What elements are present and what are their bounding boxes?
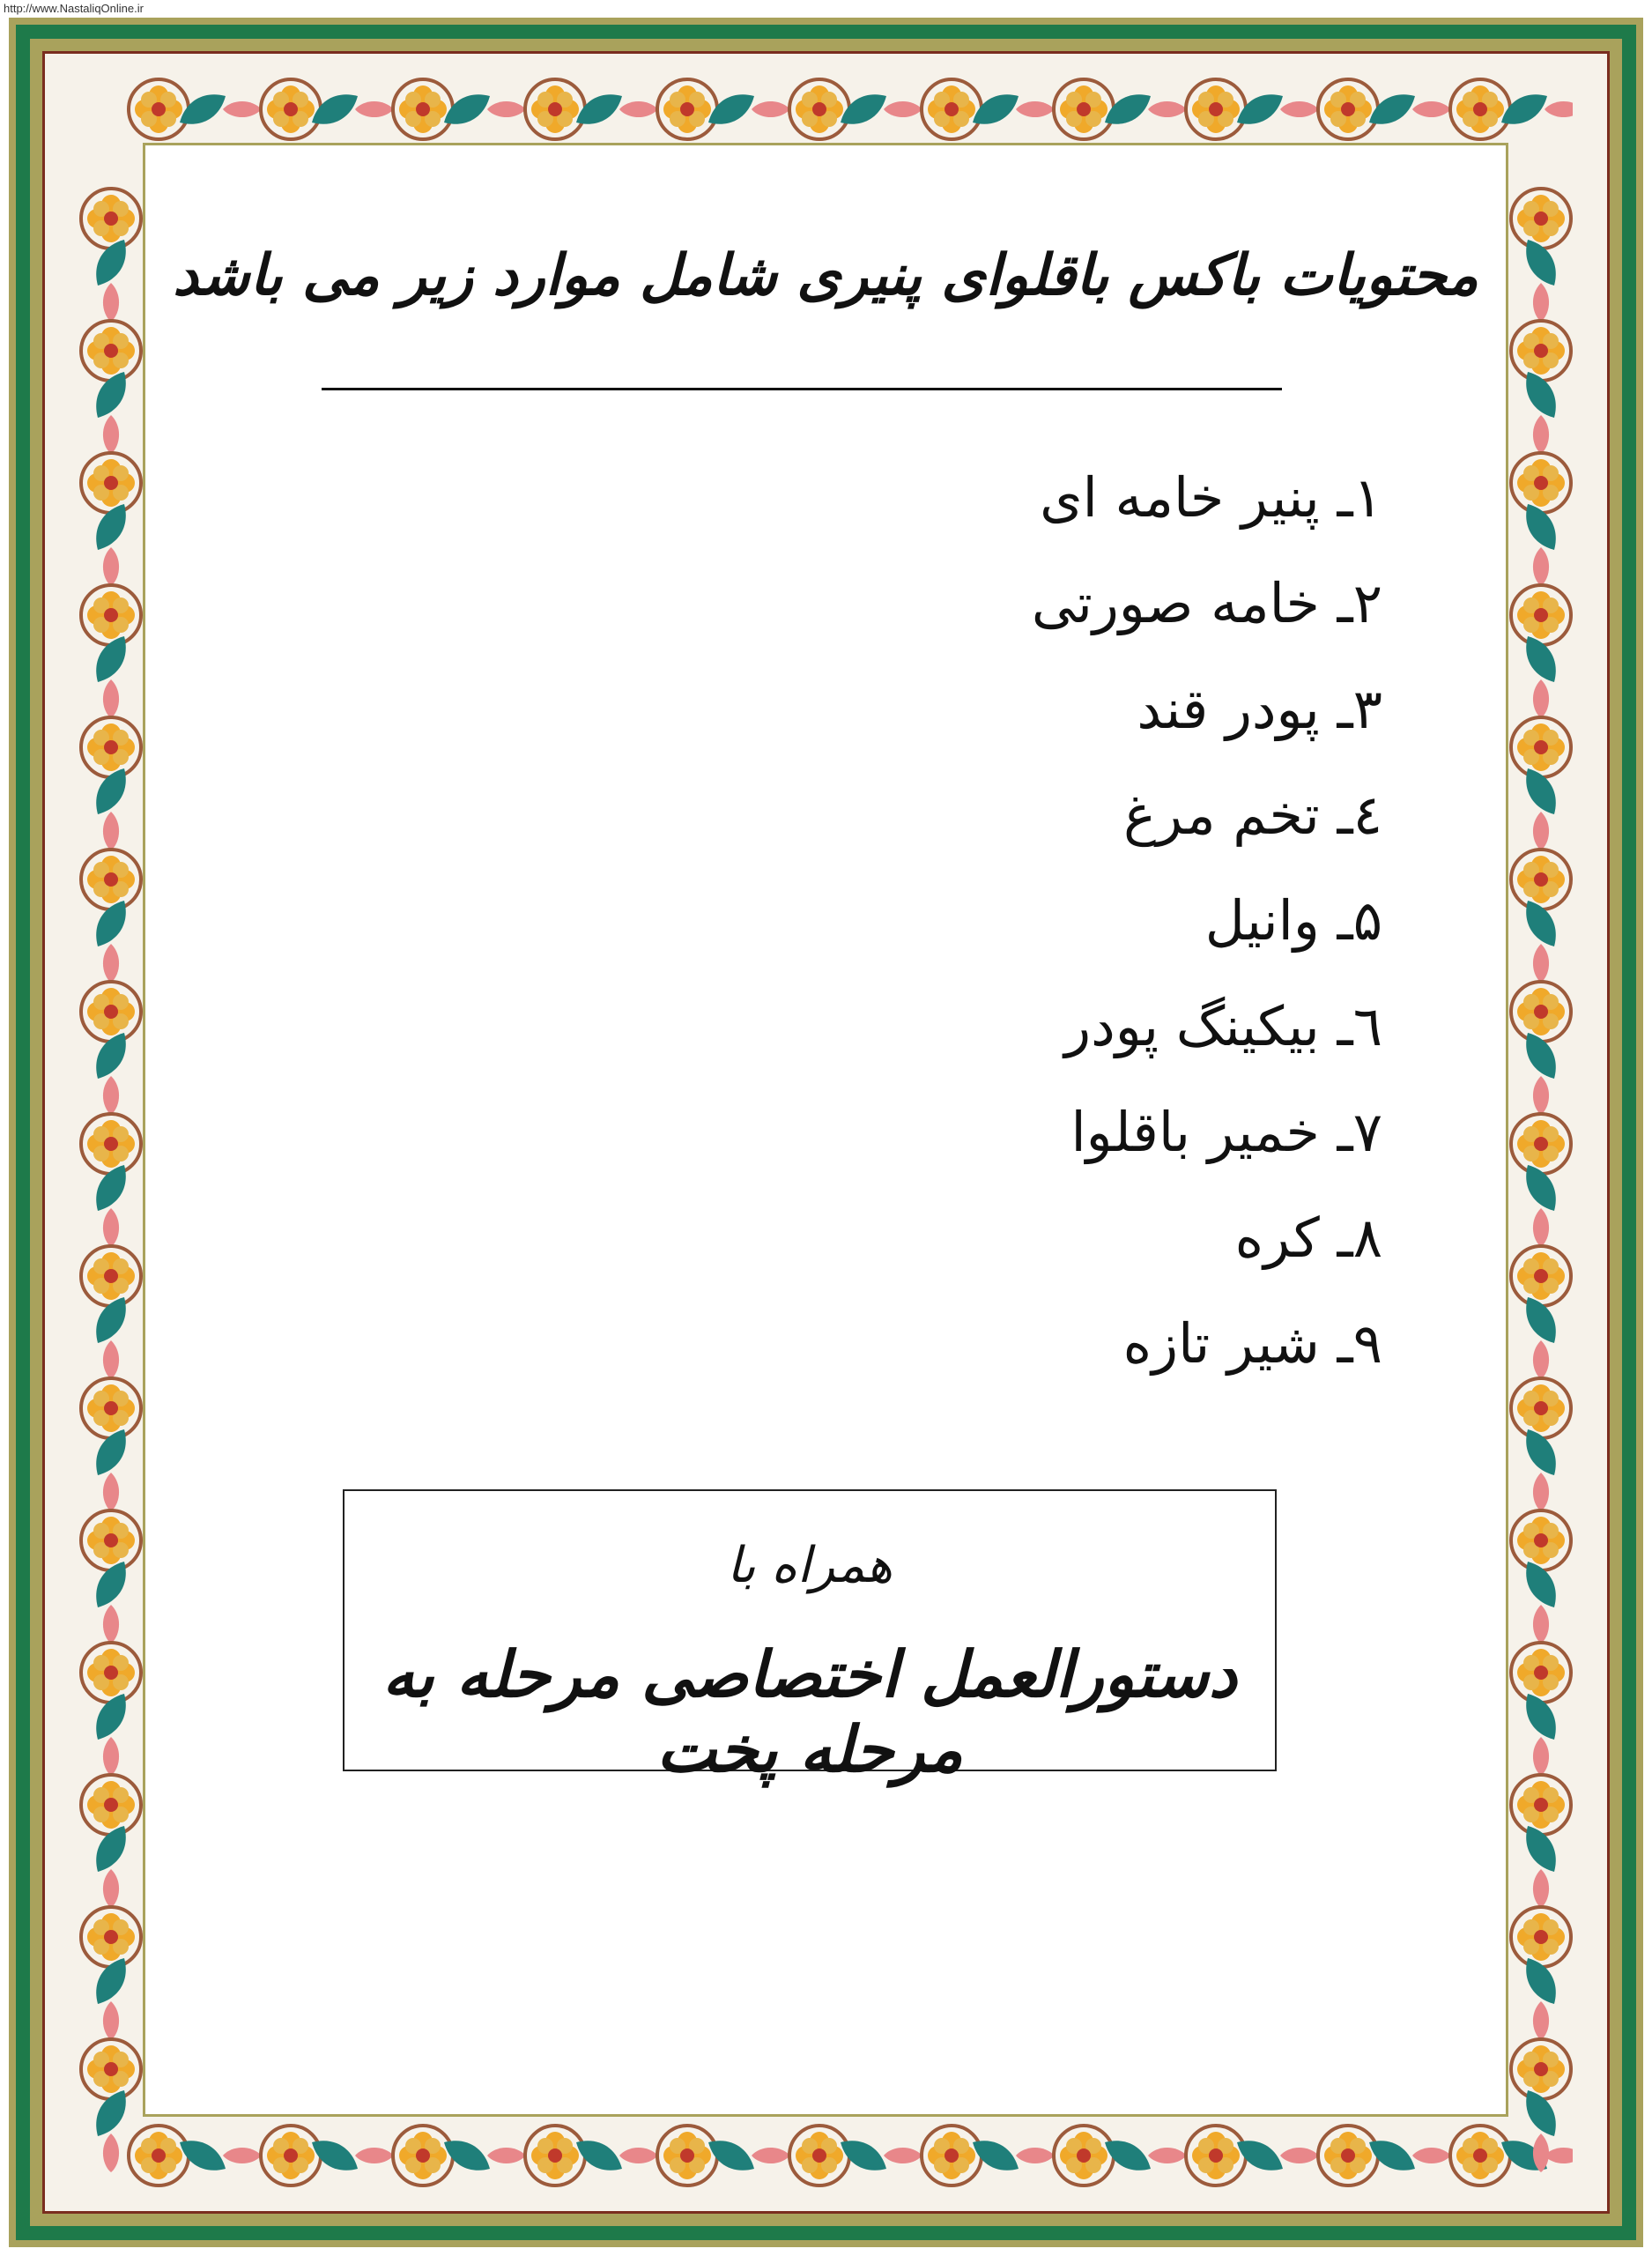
ornament-flower bbox=[135, 2132, 182, 2179]
contents-list bbox=[678, 445, 1382, 1397]
ornament-bud bbox=[884, 2148, 922, 2163]
ornament-flower bbox=[531, 85, 579, 133]
ornament-flower bbox=[796, 2132, 843, 2179]
page-content bbox=[145, 145, 1506, 2114]
ornament-flower bbox=[267, 2132, 315, 2179]
ornament-bud bbox=[752, 101, 790, 117]
list-item: ٤ـ تخم مرغ bbox=[1123, 783, 1382, 847]
ornament-bud bbox=[103, 944, 119, 983]
ornament-flower bbox=[87, 1384, 135, 1432]
ornament-bud bbox=[619, 101, 658, 117]
list-item: ۳ـ پودر قند bbox=[1137, 677, 1382, 741]
ornament-bud bbox=[103, 283, 119, 322]
ornament-flower bbox=[87, 327, 135, 375]
ornament-bud bbox=[103, 1208, 119, 1247]
ornament-bud bbox=[487, 101, 526, 117]
ornament-flower bbox=[1060, 2132, 1108, 2179]
ornament-flower bbox=[87, 856, 135, 903]
ornament-flower bbox=[1456, 85, 1504, 133]
ornament-bud bbox=[1412, 2148, 1451, 2163]
ornament-bud bbox=[1280, 101, 1319, 117]
ornament-flower bbox=[663, 85, 711, 133]
ornament-flower bbox=[1324, 85, 1372, 133]
ornament-flower bbox=[87, 2045, 135, 2093]
ornament-flower bbox=[399, 2132, 447, 2179]
ornament-bud bbox=[1016, 2148, 1055, 2163]
ornament-flower bbox=[1060, 85, 1108, 133]
list-item: ۸ـ کره bbox=[1234, 1206, 1382, 1270]
ornament-flower bbox=[796, 85, 843, 133]
ornament-bud bbox=[103, 679, 119, 718]
ornament-flower bbox=[87, 1913, 135, 1961]
ornament-bud bbox=[1533, 679, 1549, 718]
ornament-bud bbox=[103, 1869, 119, 1908]
ornament-bud bbox=[1533, 547, 1549, 586]
box-heading: دستورالعمل اختصاصی مرحله به مرحله پخت bbox=[382, 1636, 1237, 1786]
ornament-flower bbox=[399, 85, 447, 133]
ornament-flower bbox=[87, 1120, 135, 1168]
ornament-flower bbox=[1517, 1781, 1565, 1829]
ornament-bud bbox=[355, 2148, 394, 2163]
ornament-flower bbox=[1517, 1913, 1565, 1961]
ornament-bud bbox=[1545, 101, 1573, 117]
ornament-bud bbox=[1412, 101, 1451, 117]
ornament-flower bbox=[1517, 591, 1565, 639]
ornament-flower bbox=[1517, 724, 1565, 771]
list-item: ۹ـ شیر تازه bbox=[1122, 1311, 1382, 1376]
ornament-bud bbox=[1533, 1208, 1549, 1247]
ornament-bud bbox=[103, 547, 119, 586]
ornament-flower bbox=[1192, 2132, 1240, 2179]
ornament-bud bbox=[223, 101, 262, 117]
ornament-bud bbox=[103, 1473, 119, 1511]
ornament-bud bbox=[619, 2148, 658, 2163]
ornament-flower bbox=[928, 2132, 975, 2179]
ornament-bud bbox=[487, 2148, 526, 2163]
ornament-flower bbox=[87, 724, 135, 771]
ornament-bud bbox=[1533, 2001, 1549, 2040]
ornament-bud bbox=[1533, 1737, 1549, 1776]
ornament-flower bbox=[1324, 2132, 1372, 2179]
ornament-bud bbox=[1148, 101, 1187, 117]
ornament-bud bbox=[1533, 1076, 1549, 1115]
ornament-bud bbox=[1533, 812, 1549, 850]
ornament-flower bbox=[1517, 856, 1565, 903]
ornament-flower bbox=[87, 459, 135, 507]
ornament-bud bbox=[103, 415, 119, 454]
watermark-url: http://www.NastaliqOnline.ir bbox=[4, 2, 144, 15]
ornament-flower bbox=[1517, 459, 1565, 507]
ornament-bud bbox=[1016, 101, 1055, 117]
ornament-bud bbox=[103, 1340, 119, 1379]
ornament-bud bbox=[1148, 2148, 1187, 2163]
ornament-flower bbox=[267, 85, 315, 133]
title-underline bbox=[322, 388, 1282, 390]
ornament-flower bbox=[1517, 1384, 1565, 1432]
list-item: ۷ـ خمیر باقلوا bbox=[1070, 1100, 1382, 1164]
ornament-flower bbox=[87, 591, 135, 639]
list-item: ٦ـ بیکینگ پودر bbox=[1064, 994, 1382, 1058]
ornament-flower bbox=[1517, 195, 1565, 242]
ornament-bud bbox=[1533, 283, 1549, 322]
ornament-flower bbox=[1517, 1252, 1565, 1300]
ornament-flower bbox=[663, 2132, 711, 2179]
list-item: ۱ـ پنیر خامه ای bbox=[1040, 465, 1382, 530]
list-item: ۲ـ خامه صورتی bbox=[1031, 571, 1382, 635]
ornament-flower bbox=[1456, 2132, 1504, 2179]
ornament-flower bbox=[1192, 85, 1240, 133]
page-title: محتویات باکس باقلوای پنیری شامل موارد زیر می باشد bbox=[173, 242, 1478, 308]
ornament-bud bbox=[103, 812, 119, 850]
ornament-bud bbox=[752, 2148, 790, 2163]
list-item: ۵ـ وانیل bbox=[1204, 888, 1382, 953]
box-subtitle: همراه با bbox=[726, 1537, 893, 1594]
ornament-bud bbox=[103, 1605, 119, 1644]
ornament-bud bbox=[1533, 1340, 1549, 1379]
ornament-flower bbox=[87, 1781, 135, 1829]
ornament-bud bbox=[355, 101, 394, 117]
ornament-flower bbox=[1517, 327, 1565, 375]
ornament-bud bbox=[103, 2134, 119, 2172]
ornament-flower bbox=[531, 2132, 579, 2179]
ornament-bud bbox=[223, 2148, 262, 2163]
ornament-flower bbox=[87, 1252, 135, 1300]
ornament-flower bbox=[1517, 2045, 1565, 2093]
ornament-bud bbox=[1533, 415, 1549, 454]
ornament-bud bbox=[1280, 2148, 1319, 2163]
ornament-flower bbox=[87, 195, 135, 242]
recipe-note-box bbox=[343, 1489, 1277, 1786]
ornament-flower bbox=[1517, 1120, 1565, 1168]
ornament-bud bbox=[1533, 1605, 1549, 1644]
ornament-bud bbox=[884, 101, 922, 117]
ornament-flower bbox=[135, 85, 182, 133]
ornament-flower bbox=[87, 1517, 135, 1564]
ornament-bud bbox=[1533, 944, 1549, 983]
ornament-flower bbox=[87, 1649, 135, 1696]
ornament-bud bbox=[1533, 1473, 1549, 1511]
ornament-flower bbox=[1517, 1517, 1565, 1564]
ornament-bud bbox=[103, 2001, 119, 2040]
ornament-bud bbox=[103, 1076, 119, 1115]
ornament-bud bbox=[103, 1737, 119, 1776]
ornament-flower bbox=[1517, 988, 1565, 1035]
ornament-flower bbox=[87, 988, 135, 1035]
ornament-flower bbox=[1517, 1649, 1565, 1696]
ornament-bud bbox=[1533, 1869, 1549, 1908]
ornament-flower bbox=[928, 85, 975, 133]
